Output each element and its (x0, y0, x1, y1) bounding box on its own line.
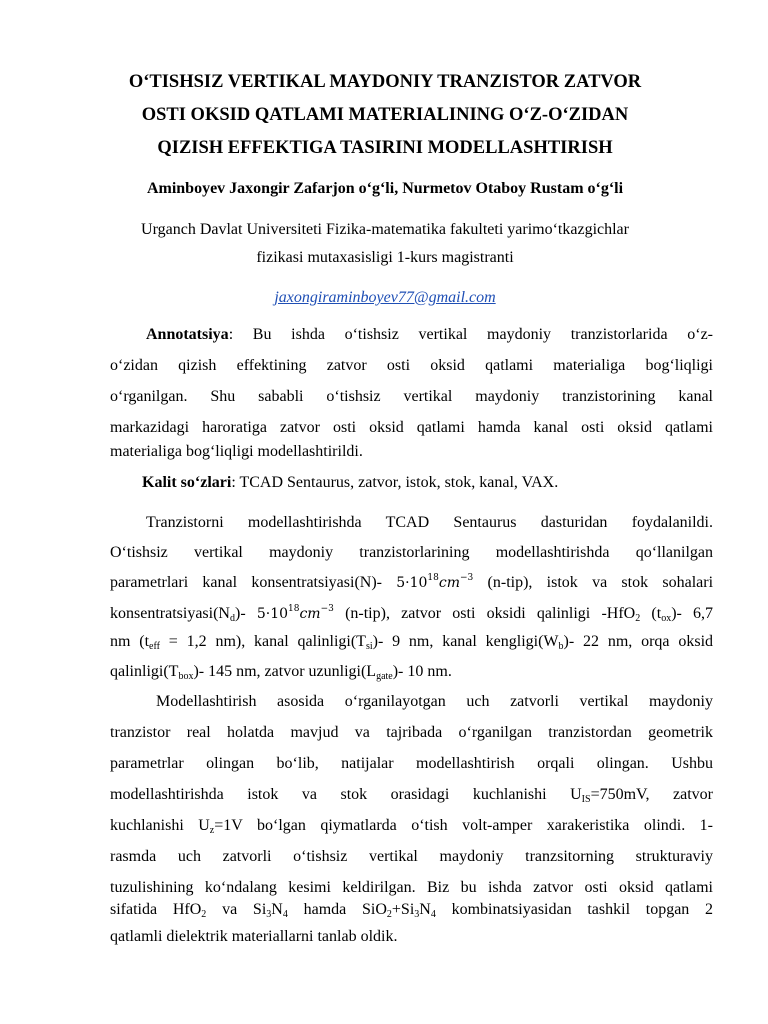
keywords-text: : TCAD Sentaurus, zatvor, istok, stok, kanal, VAX. (231, 474, 559, 491)
formula-exp: 18 (427, 573, 439, 583)
text-span: )- 9 nm, kanal kengligi(W (372, 633, 559, 650)
affiliation-line: Urganch Davlat Universiteti Fizika-matematika fakulteti yarimo‘tkazgichlar (141, 221, 629, 238)
paragraph-line (110, 571, 713, 595)
text-span: (n-tip), zatvor osti oksidi qalinligi -HfO (345, 605, 636, 622)
text-span: N (271, 901, 283, 918)
subscript: eff (149, 641, 160, 652)
paper-title (90, 66, 680, 165)
paragraph-line: tranzistor real holatda mavjud va tajribada o‘rganilgan tranzistordan geometrik (110, 724, 713, 741)
annotation-line: o‘rganilgan. Shu sababli o‘tishsiz vertikal maydoniy tranzistorining kanal (110, 388, 713, 405)
text-span: (n-tip), istok va stok sohalari (487, 574, 714, 591)
keywords-line (110, 471, 713, 495)
annotation-label: Annotatsiya (146, 326, 229, 343)
paragraph-line: Modellashtirish asosida o‘rganilayotgan uch zatvorli vertikal maydoniy (156, 693, 713, 710)
keywords-label: Kalit so‘zlari (142, 474, 232, 491)
text-span: )- (234, 605, 246, 622)
formula-unit: cm (438, 575, 460, 591)
annotation-line: markazidagi haroratiga zatvor osti oksid qatlami hamda kanal osti oksid qatlami (110, 419, 713, 436)
text-span: =750mV, zatvor (590, 786, 714, 803)
paragraph-line: qatlamli dielektrik materiallarni tanlab oldik. (110, 928, 398, 945)
text-span: qalinligi(T (110, 663, 179, 680)
concentration-formula (396, 575, 473, 591)
text-span: = 1,2 nm), kanal qalinligi(T (168, 633, 366, 650)
text-span: )- 10 nm. (392, 663, 452, 680)
text-span: )- 145 nm, zatvor uzunligi(L (193, 663, 377, 680)
subscript: IS (581, 794, 591, 805)
affiliation (110, 216, 660, 272)
email (90, 286, 680, 310)
paragraph-line (110, 783, 713, 807)
text-span: )- 22 nm, orqa oksid (563, 633, 714, 650)
formula-exp: 18 (288, 604, 300, 614)
text-span: (t (651, 605, 662, 622)
concentration-formula (257, 606, 334, 622)
annotation-text: : Bu ishda o‘tishsiz vertikal maydoniy tranzistorlarida o‘z- (228, 326, 713, 343)
text-span: N (419, 901, 431, 918)
subscript: b (558, 641, 564, 652)
paragraph-line: O‘tishsiz vertikal maydoniy tranzistorlarining modellashtirishda qo‘llanilgan (110, 544, 713, 561)
subscript: 3 (266, 909, 272, 920)
paragraph-line: rasmda uch zatvorli o‘tishsiz vertikal maydoniy tranzsitorning strukturaviy (110, 848, 713, 865)
text-span: modellashtirishda istok va stok orasidagi kuchlanishi U (110, 786, 582, 803)
subscript: si (365, 641, 373, 652)
affiliation-line: fizikasi mutaxasisligi 1-kurs magistranti (256, 249, 514, 266)
subscript: 2 (386, 909, 392, 920)
paragraph-line: parametrlar olingan bo‘lib, natijalar modellashtirish orqali olingan. Ushbu (110, 755, 713, 772)
text-span: kuchlanishi U (110, 817, 210, 834)
title-line: O‘TISHSIZ VERTIKAL MAYDONIY TRANZISTOR ZATVOR (128, 72, 642, 92)
text-span: +Si (391, 901, 415, 918)
text-span: parametrlari kanal konsentratsiyasi(N)- (110, 574, 382, 591)
annotation-line: materialiga bog‘liqligi modellashtirildi. (110, 443, 363, 460)
formula-coef: 5·10 (256, 606, 289, 622)
title-line: OSTI OKSID QATLAMI MATERIALINING O‘Z-O‘ZIDAN (141, 105, 629, 125)
email-link[interactable]: jaxongiraminboyev77@gmail.com (274, 289, 496, 306)
paragraph-line (110, 898, 713, 922)
formula-unit: cm (299, 606, 321, 622)
formula-unit-exp: −3 (320, 604, 334, 614)
subscript: 2 (635, 613, 641, 624)
subscript: ox (661, 613, 672, 624)
paragraph-line (110, 602, 713, 626)
title-line: QIZISH EFFEKTIGA TASIRINI MODELLASHTIRISH (157, 138, 613, 158)
paragraph-line (110, 630, 713, 654)
paragraph-line: Tranzistorni modellashtirishda TCAD Sentaurus dasturidan foydalanildi. (146, 514, 713, 531)
paragraph-line (110, 814, 713, 838)
annotation-line: o‘zidan qizish effektining zatvor osti oksid qatlami materialiga bog‘liqligi (110, 357, 713, 374)
paragraph-line (110, 660, 713, 684)
text-span: hamda SiO (303, 901, 387, 918)
authors: Aminboyev Jaxongir Zafarjon o‘g‘li, Nurmetov Otaboy Rustam o‘g‘li (146, 180, 624, 197)
text-span: konsentratsiyasi(N (110, 605, 230, 622)
text-span: va Si (222, 901, 267, 918)
subscript: box (178, 671, 194, 682)
formula-unit-exp: −3 (460, 573, 474, 583)
text-span: kombinatsiyasidan tashkil topgan 2 (451, 901, 714, 918)
subscript: d (229, 613, 235, 624)
text-span: =1V bo‘lgan qiymatlarda o‘tish volt-amper xarakeristika olindi. 1- (214, 817, 713, 834)
formula-coef: 5·10 (396, 575, 428, 591)
subscript: 4 (430, 909, 436, 920)
subscript: 3 (414, 909, 420, 920)
subscript: 4 (282, 909, 288, 920)
subscript: z (209, 825, 215, 836)
text-span: )- 6,7 (671, 605, 714, 622)
subscript: 2 (201, 909, 207, 920)
annotation-line (110, 323, 713, 347)
text-span: sifatida HfO (110, 901, 202, 918)
paragraph-line: tuzulishining ko‘ndalang kesimi keldirilgan. Biz bu ishda zatvor osti oksid qatlami (110, 879, 713, 896)
text-span: nm (t (110, 633, 150, 650)
subscript: gate (376, 671, 393, 682)
